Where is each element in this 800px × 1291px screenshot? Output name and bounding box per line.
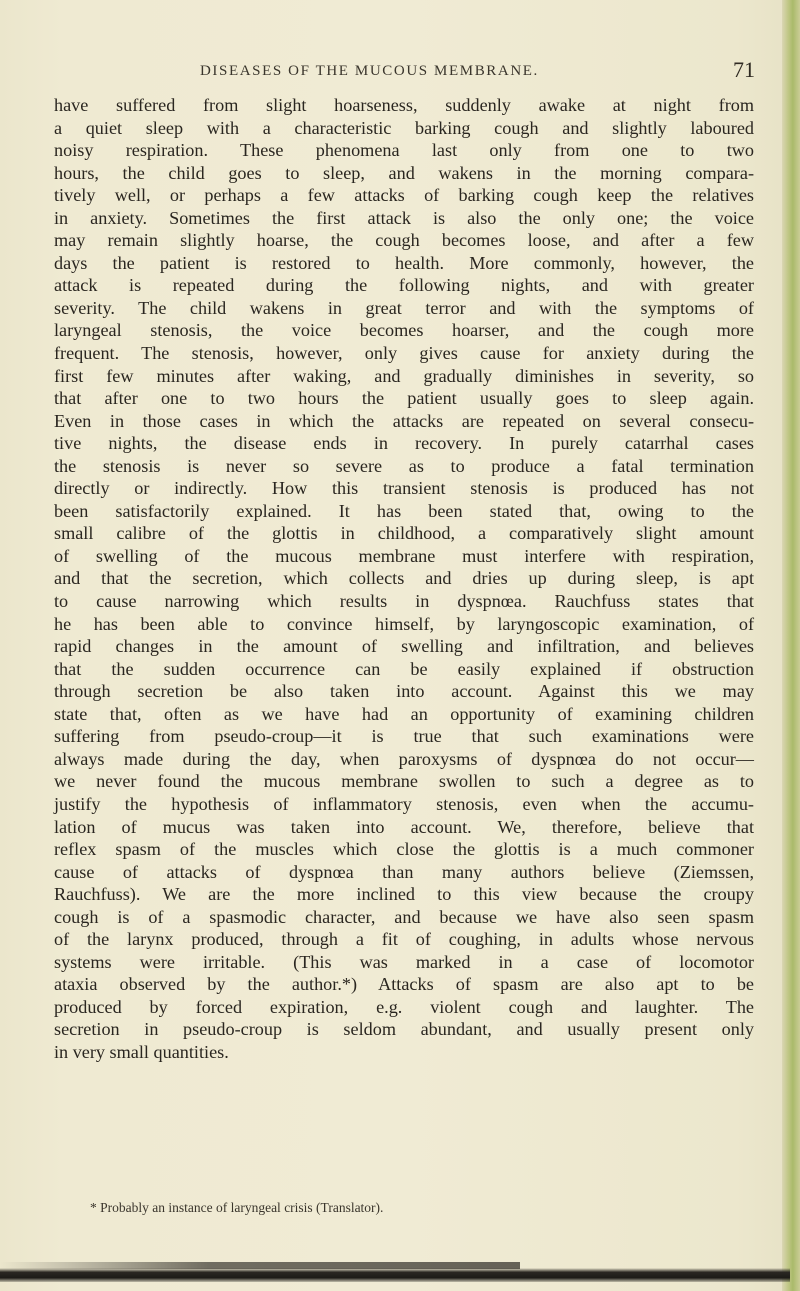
page-number: 71 [733,57,755,82]
text-line: noisy respiration. These phenomena last only from one to two [54,140,754,161]
footnote: * Probably an instance of laryngeal crisis (Translator). [90,1200,384,1215]
text-line: he has been able to convince himself, by laryngoscopic examination, of [54,613,754,634]
text-line: hours, the child goes to sleep, and wakens in the morning compara- [54,162,754,183]
scan-bottom-edge [0,1268,790,1282]
text-line: directly or indirectly. How this transient stenosis is produced has not [54,478,754,499]
text-line: lation of mucus was taken into account. We, therefore, believe that [54,816,754,837]
text-line: reflex spasm of the muscles which close the glottis is a much commoner [54,839,754,860]
text-line: of the larynx produced, through a fit of coughing, in adults whose nervous [54,929,754,950]
text-line: Rauchfuss). We are the more inclined to this view because the croupy [54,884,754,905]
text-line: that the sudden occurrence can be easily explained if obstruction [54,658,754,679]
text-line: cough is of a spasmodic character, and because we have also seen spasm [54,906,754,927]
text-line: in anxiety. Sometimes the first attack is also the only one; the voice [54,207,754,228]
page-edge-shadow [782,0,800,1291]
text-line: that after one to two hours the patient usually goes to sleep again. [54,388,754,409]
text-line: through secretion be also taken into account. Against this we may [54,681,754,702]
text-line: the stenosis is never so severe as to produce a fatal termination [54,455,754,476]
text-line: in very small quantities. [54,1041,229,1062]
text-line: of swelling of the mucous membrane must interfere with respiration, [54,545,754,566]
text-line: tive nights, the disease ends in recovery. In purely catarrhal cases [54,433,754,454]
text-line: may remain slightly hoarse, the cough becomes loose, and after a few [54,230,754,251]
body-text [54,94,754,1064]
text-line: and that the secretion, which collects and dries up during sleep, is apt [54,568,754,589]
text-line: we never found the mucous membrane swollen to such a degree as to [54,771,754,792]
text-line: always made during the day, when paroxysms of dyspnœa do not occur— [54,748,754,769]
text-line: produced by forced expiration, e.g. violent cough and laughter. The [54,996,754,1017]
text-line: justify the hypothesis of inflammatory stenosis, even when the accumu- [54,793,754,814]
text-line: have suffered from slight hoarseness, suddenly awake at night from [54,95,754,115]
text-line: laryngeal stenosis, the voice becomes hoarser, and the cough more [54,320,754,341]
text-line: Even in those cases in which the attacks are repeated on several consecu- [54,410,754,431]
text-line: a quiet sleep with a characteristic barking cough and slightly laboured [54,117,754,138]
text-line: attack is repeated during the following nights, and with greater [54,275,754,296]
text-line: state that, often as we have had an opportunity of examining children [54,703,754,724]
text-line: systems were irritable. (This was marked in a case of locomotor [54,951,754,972]
text-line: been satisfactorily explained. It has been stated that, owing to the [54,500,754,521]
text-line: first few minutes after waking, and gradually diminishes in severity, so [54,365,754,386]
text-line: secretion in pseudo-croup is seldom abundant, and usually present only [54,1019,754,1040]
text-line: to cause narrowing which results in dyspnœa. Rauchfuss states that [54,591,754,612]
page-header [90,55,755,85]
text-line: cause of attacks of dyspnœa than many authors believe (Ziemssen, [54,861,754,882]
text-line: small calibre of the glottis in childhood, a comparatively slight amount [54,523,754,544]
text-line: frequent. The stenosis, however, only gives cause for anxiety during the [54,343,754,364]
text-line: ataxia observed by the author.*) Attacks of spasm are also apt to be [54,974,754,995]
running-head: DISEASES OF THE MUCOUS MEMBRANE. [200,63,539,79]
text-line: tively well, or perhaps a few attacks of barking cough keep the relatives [54,185,754,206]
text-line: severity. The child wakens in great terror and with the symptoms of [54,297,754,318]
text-line: rapid changes in the amount of swelling and infiltration, and believes [54,636,754,657]
text-line: suffering from pseudo-croup—it is true that such examinations were [54,726,754,747]
text-line: days the patient is restored to health. More commonly, however, the [54,252,754,273]
